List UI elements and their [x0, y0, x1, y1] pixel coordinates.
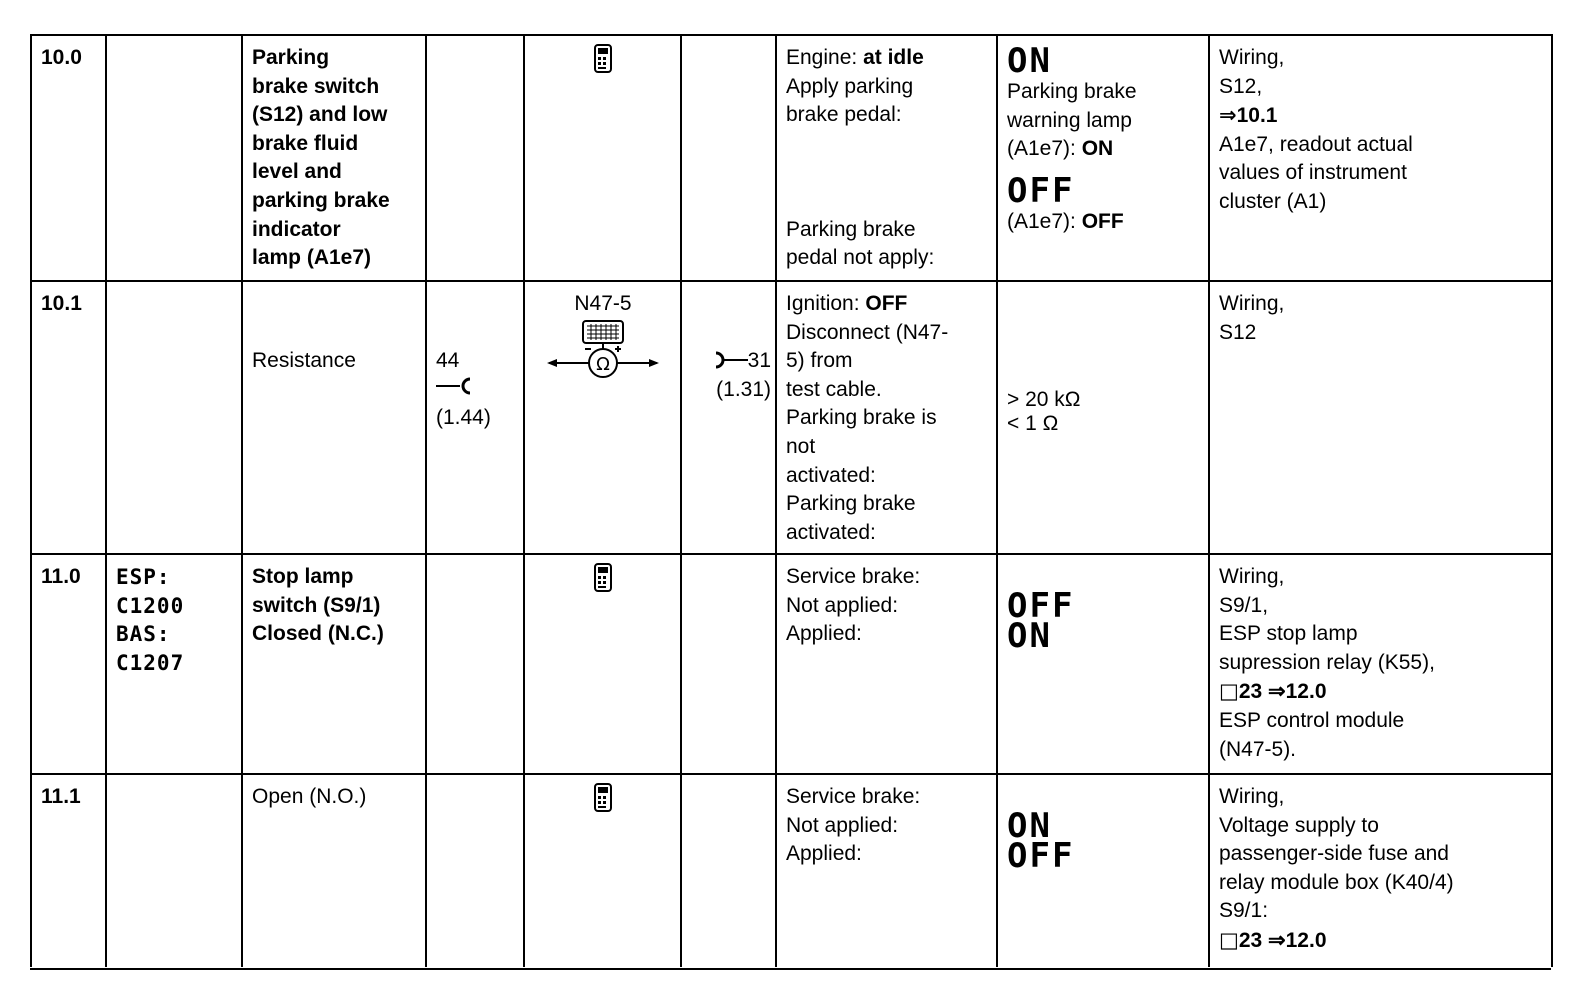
- nominal-values: ON Parking brake warning lamp (A1e7): ON OFF (A1e7): OFF: [997, 35, 1209, 281]
- lcd-on-display: ON: [1007, 41, 1052, 81]
- book-icon: □: [1219, 927, 1239, 952]
- table-row: [31, 35, 1552, 281]
- test-conditions: Ignition: OFF Disconnect (N47- 5) from test cable. Parking brake is not activated: Parking brake activated:: [776, 281, 997, 554]
- lcd-off-display: OFF: [1007, 170, 1075, 211]
- pin-right-cell: 31 (1.31): [681, 281, 776, 554]
- plug-connector-icon: [714, 350, 748, 370]
- ref-link[interactable]: □23 ⇒12.0: [1219, 679, 1327, 704]
- nominal-values: [997, 554, 1209, 774]
- diagnostic-test-table: [30, 34, 1551, 967]
- arrow-right-icon: ⇒: [1219, 103, 1237, 128]
- lcd-off-display: OFF: [1007, 836, 1075, 876]
- device-label: N47-5: [574, 292, 632, 315]
- table-row: [31, 281, 1552, 554]
- fault-code-display: ESP: C1200 BAS: C1207: [106, 554, 242, 774]
- pin-cell: [681, 35, 776, 281]
- test-grid: [30, 34, 1553, 967]
- test-description: Stop lamp switch (S9/1) Closed (N.C.): [242, 554, 426, 774]
- step-number: 10.1: [31, 281, 106, 554]
- pin-cell: [426, 554, 524, 774]
- step-number: 11.0: [31, 554, 106, 774]
- lcd-on-display: ON: [1007, 806, 1052, 846]
- socket-connector-icon: [436, 376, 476, 396]
- pin-cell: [681, 774, 776, 967]
- pin-cell: [426, 774, 524, 967]
- test-description: Parking brake switch (S12) and low brake fluid level and parking brake indicator lamp (A1e7): [242, 35, 426, 281]
- remedy: Wiring, S9/1, ESP stop lamp supression relay (K55), □23 ⇒12.0 ESP control module (N47-5).: [1209, 554, 1552, 774]
- test-conditions: Service brake: Not applied: Applied:: [776, 774, 997, 967]
- remedy: Wiring, S12, ⇒10.1 A1e7, readout actual values of instrument cluster (A1): [1209, 35, 1552, 281]
- test-conditions: Service brake: Not applied: Applied:: [776, 554, 997, 774]
- ref-link[interactable]: □23 ⇒12.0: [1219, 927, 1327, 952]
- table-bottom-border: [30, 968, 1551, 970]
- ohmmeter-icon: [543, 319, 663, 381]
- pin-cell: [426, 35, 524, 281]
- fault-code-cell: [106, 774, 242, 967]
- book-icon: □: [1219, 679, 1239, 704]
- scan-tool-icon: [592, 783, 614, 813]
- test-description: Resistance: [242, 281, 426, 554]
- nominal-values: [997, 774, 1209, 967]
- lcd-off-display: OFF: [1007, 586, 1075, 626]
- nominal-values: > 20 kΩ < 1 Ω: [997, 281, 1209, 554]
- scan-tool-icon: [592, 44, 614, 74]
- step-number: 11.1: [31, 774, 106, 967]
- remedy: Wiring, S12: [1209, 281, 1552, 554]
- pin-cell: [681, 554, 776, 774]
- ohm-symbol: Ω: [596, 353, 610, 375]
- table-row: [31, 554, 1552, 774]
- ref-link[interactable]: ⇒10.1: [1219, 103, 1278, 128]
- tool-cell: [524, 35, 681, 281]
- table-row: [31, 774, 1552, 967]
- remedy: Wiring, Voltage supply to passenger-side fuse and relay module box (K40/4) S9/1: □23 ⇒12.0: [1209, 774, 1552, 967]
- test-description: Open (N.O.): [242, 774, 426, 967]
- tool-cell: [524, 554, 681, 774]
- tool-cell: [524, 774, 681, 967]
- lcd-on-display: ON: [1007, 616, 1052, 656]
- fault-code-cell: [106, 35, 242, 281]
- multimeter-cell: [524, 281, 681, 554]
- pin-left-cell: 44 (1.44): [426, 281, 524, 554]
- fault-code-cell: [106, 281, 242, 554]
- scan-tool-icon: [592, 563, 614, 593]
- test-conditions: Engine: at idle Apply parking brake pedal: Parking brake pedal not apply:: [776, 35, 997, 281]
- step-number: 10.0: [31, 35, 106, 281]
